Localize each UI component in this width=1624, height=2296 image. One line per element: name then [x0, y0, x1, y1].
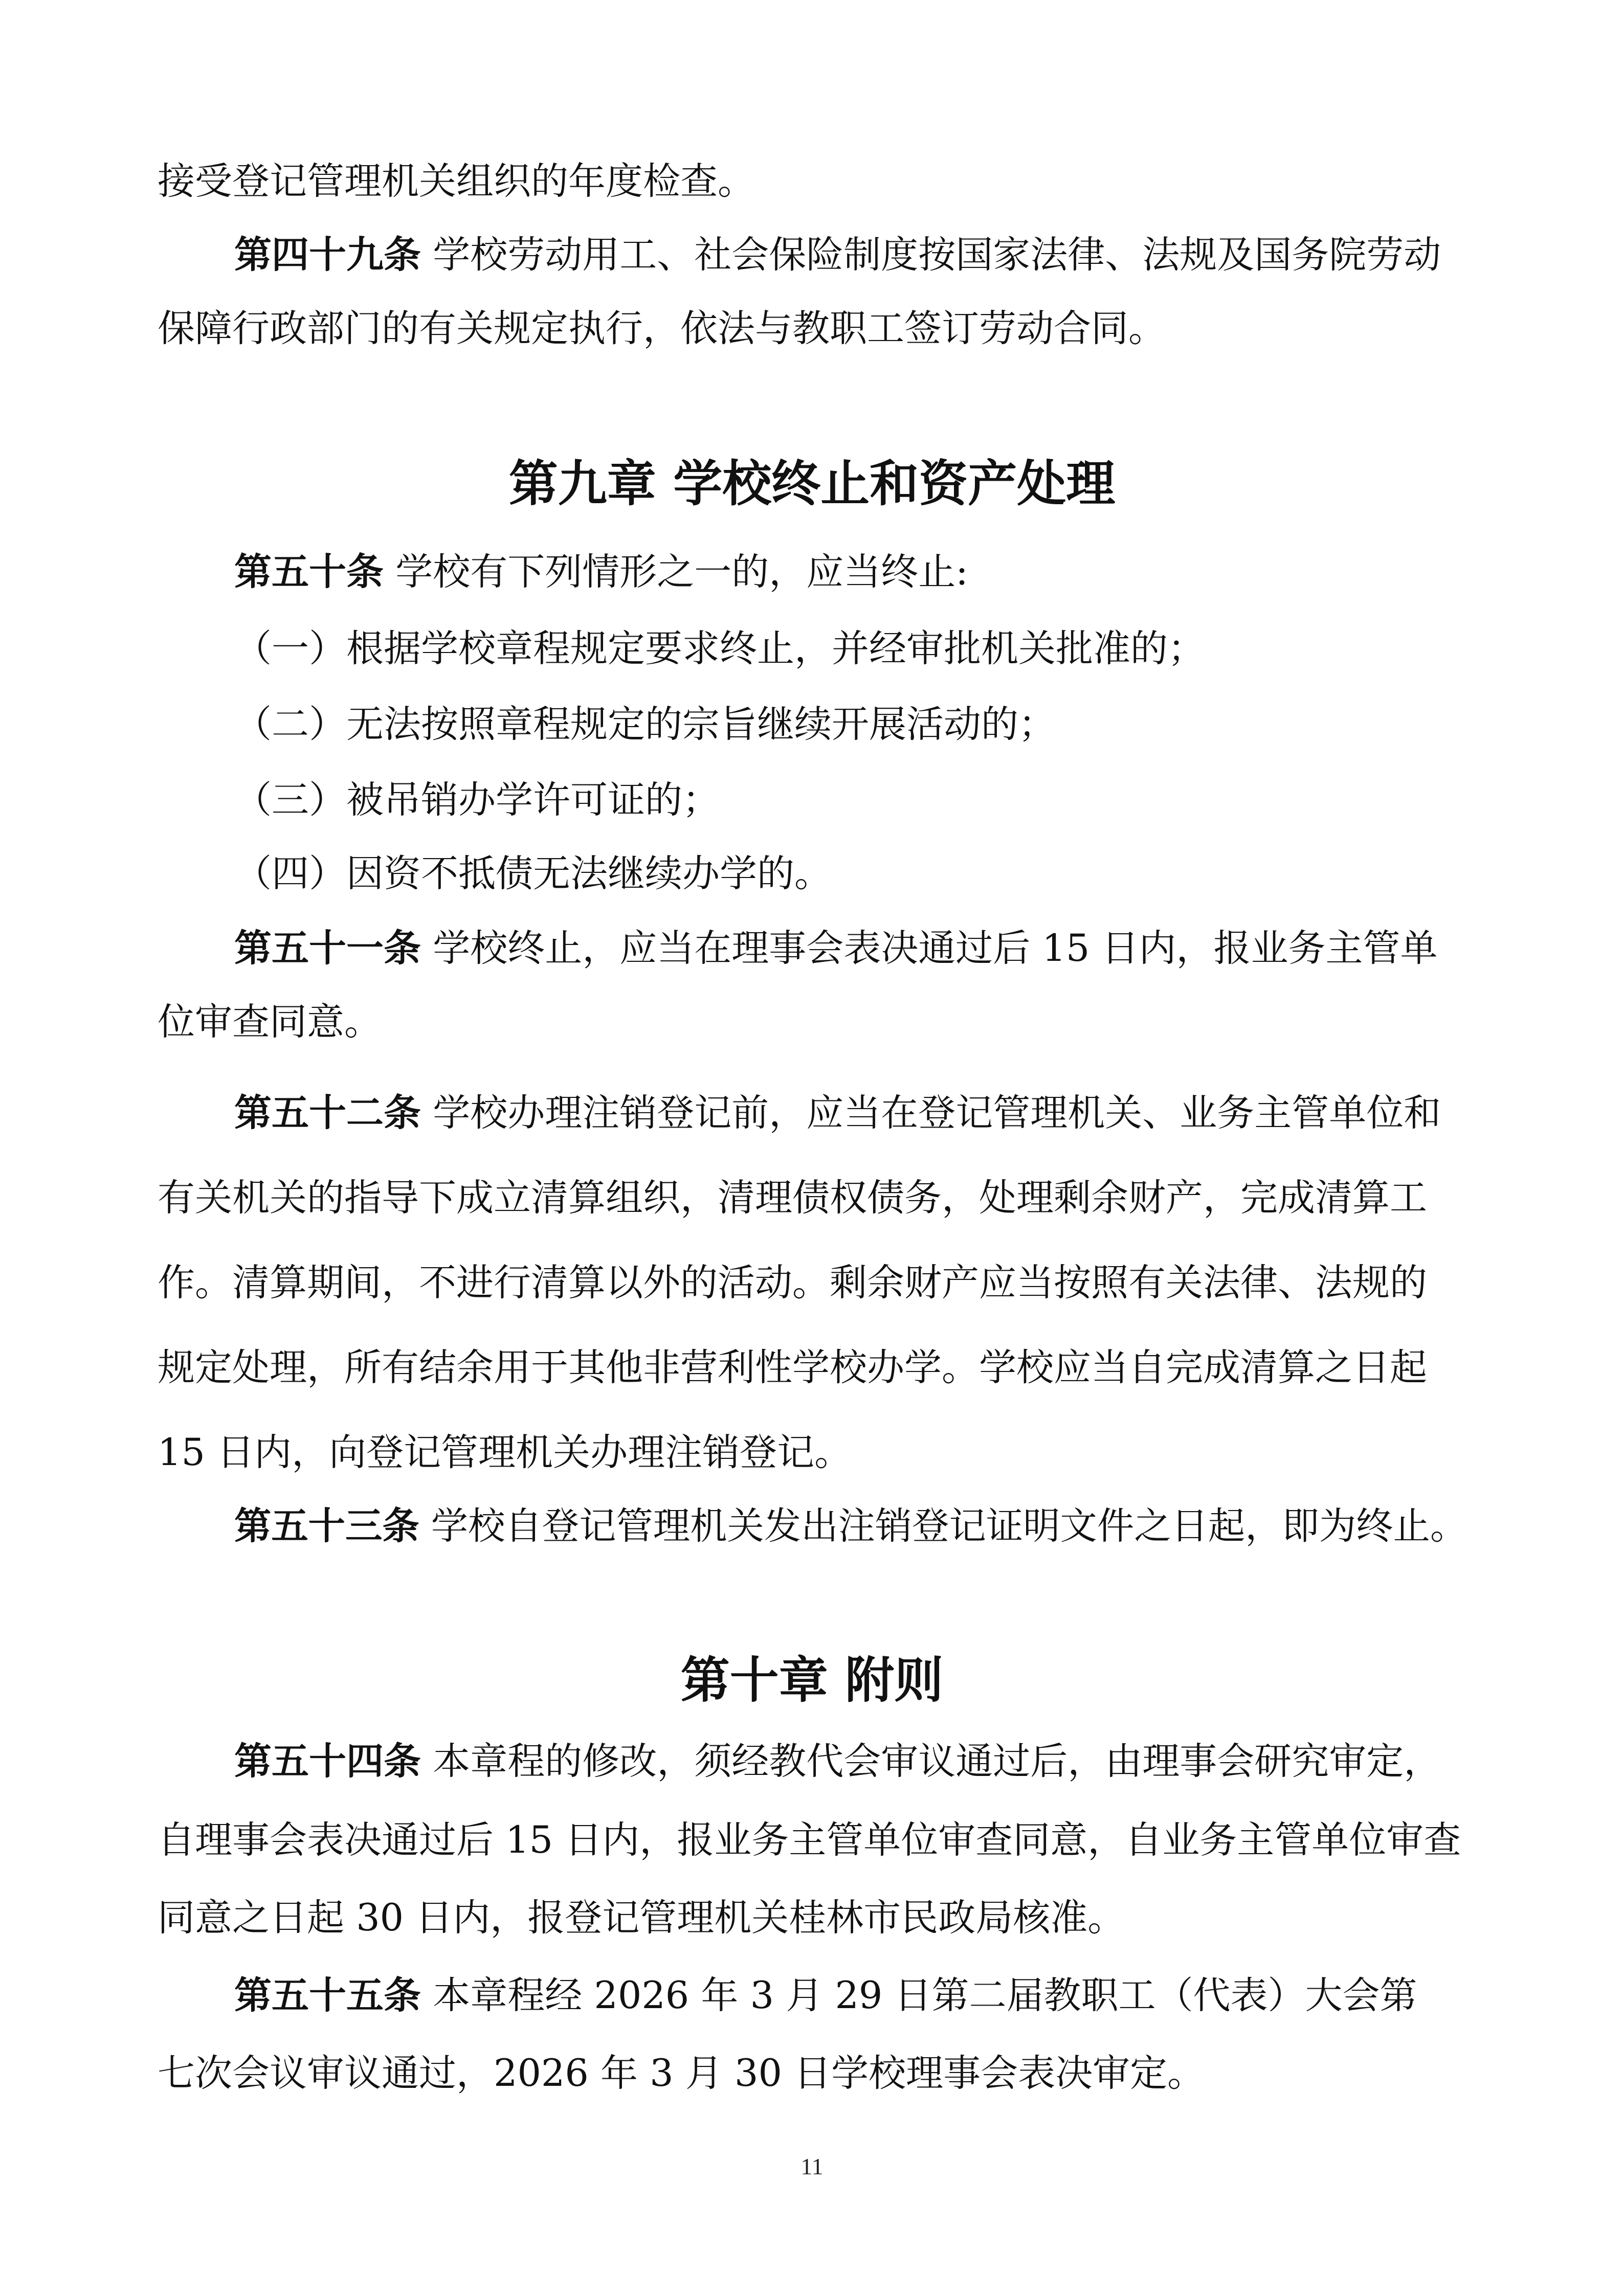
chapter-9-heading: 第九章 学校终止和资产处理: [508, 455, 1116, 512]
paragraph-line: 保障行政部门的有关规定执行，依法与教职工签订劳动合同。: [158, 307, 1166, 350]
article-53-title: 第五十三条: [234, 1504, 419, 1548]
article-49-line: [234, 233, 1441, 277]
article-49-title: 第四十九条: [234, 233, 421, 277]
article-50-text: 学校有下列情形之一的，应当终止:: [395, 550, 968, 594]
article-51-text: 学校终止，应当在理事会表决通过后 15 日内，报业务主管单: [433, 927, 1438, 970]
article-55-line: [234, 1974, 1417, 2017]
article-53-text: 学校自登记管理机关发出注销登记证明文件之日起，即为终止。: [431, 1504, 1467, 1548]
article-54-title: 第五十四条: [234, 1740, 421, 1783]
paragraph-line: 作。清算期间，不进行清算以外的活动。剩余财产应当按照有关法律、法规的: [158, 1261, 1427, 1304]
article-52-text: 学校办理注销登记前，应当在登记管理机关、业务主管单位和: [433, 1091, 1441, 1135]
page-number: 11: [800, 2153, 824, 2179]
paragraph-line: 接受登记管理机关组织的年度检查。: [158, 160, 755, 203]
article-54-text: 本章程的修改，须经教代会审议通过后，由理事会研究审定，: [433, 1740, 1441, 1783]
list-item: （二）无法按照章程规定的宗旨继续开展活动的；: [234, 703, 1056, 746]
paragraph-line: 规定处理，所有结余用于其他非营利性学校办学。学校应当自完成清算之日起: [158, 1346, 1427, 1389]
article-50-title: 第五十条: [234, 550, 384, 594]
chapter-10-heading: 第十章 附则: [680, 1652, 944, 1709]
article-52-line: [234, 1091, 1441, 1135]
article-55-title: 第五十五条: [234, 1974, 421, 2017]
paragraph-line: 有关机关的指导下成立清算组织，清理债权债务，处理剩余财产，完成清算工: [158, 1176, 1427, 1220]
article-51-line: [234, 927, 1438, 970]
article-53-line: [234, 1504, 1467, 1548]
paragraph-line: 自理事会表决通过后 15 日内，报业务主管单位审查同意，自业务主管单位审查: [158, 1818, 1461, 1862]
list-item: （一）根据学校章程规定要求终止，并经审批机关批准的；: [234, 627, 1205, 670]
article-51-title: 第五十一条: [234, 927, 421, 970]
paragraph-line: 同意之日起 30 日内，报登记管理机关桂林市民政局核准。: [158, 1896, 1125, 1940]
paragraph-line: 七次会议审议通过，2026 年 3 月 30 日学校理事会表决审定。: [158, 2052, 1205, 2095]
article-49-text: 学校劳动用工、社会保险制度按国家法律、法规及国务院劳动: [433, 233, 1441, 277]
paragraph-line: 位审查同意。: [158, 1000, 382, 1044]
article-50-line: [234, 550, 968, 594]
list-item: （四）因资不抵债无法继续办学的。: [234, 852, 832, 895]
list-item: （三）被吊销办学许可证的；: [234, 778, 720, 822]
paragraph-line: 15 日内，向登记管理机关办理注销登记。: [158, 1431, 852, 1474]
article-52-title: 第五十二条: [234, 1091, 421, 1135]
article-55-text: 本章程经 2026 年 3 月 29 日第二届教职工（代表）大会第: [433, 1974, 1417, 2017]
article-54-line: [234, 1740, 1441, 1783]
